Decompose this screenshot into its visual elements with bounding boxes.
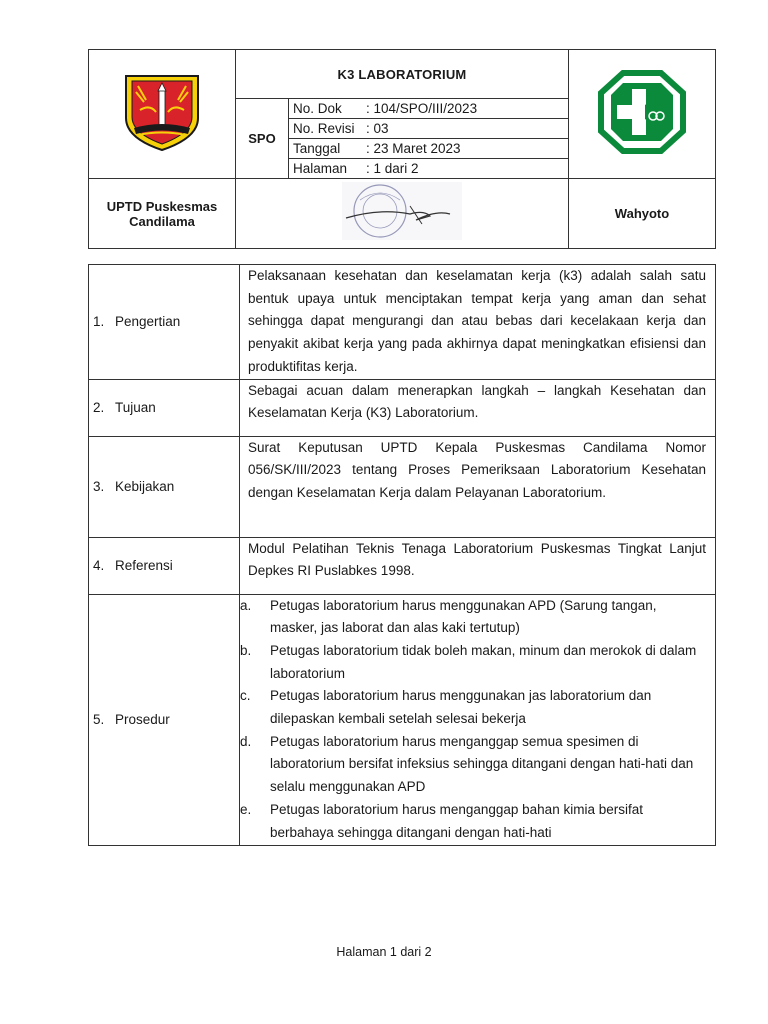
list-marker: c. xyxy=(240,688,251,704)
section-row-tujuan xyxy=(89,379,716,436)
section-number: 3. xyxy=(93,479,105,495)
section-number: 1. xyxy=(93,314,105,330)
section-title: Prosedur xyxy=(115,712,170,728)
head-of-unit-name: Wahyoto xyxy=(569,179,716,249)
signature-cell xyxy=(236,179,569,249)
list-item xyxy=(240,685,706,730)
procedure-list-cell xyxy=(240,594,716,845)
section-paragraph: Surat Keputusan UPTD Kepala Puskesmas Candilama Nomor 056/SK/III/2023 tentang Proses Pemeriksaan Laboratorium Kesehatan dengan Keselamatan Kerja dalam Pelayanan Laboratorium. xyxy=(248,439,706,500)
section-text xyxy=(240,379,716,436)
section-text xyxy=(240,537,716,594)
semarang-city-emblem-icon xyxy=(122,72,202,152)
info-row-tanggal xyxy=(289,139,569,159)
list-item xyxy=(240,640,706,685)
info-value: : 1 dari 2 xyxy=(366,161,419,176)
list-marker: b. xyxy=(240,642,252,658)
section-row-referensi xyxy=(89,537,716,594)
section-number: 2. xyxy=(93,400,105,416)
info-row-no-dok xyxy=(289,99,569,119)
list-marker: e. xyxy=(240,801,252,817)
list-item-text: Petugas laboratorium harus menggunakan APD (Sarung tangan, masker, jas laborat dan alas kaki tertutup) xyxy=(270,597,657,636)
info-key: No. Dok xyxy=(293,101,342,116)
official-stamp-signature-icon xyxy=(340,180,464,242)
info-key: Tanggal xyxy=(293,141,341,156)
section-number: 5. xyxy=(93,712,105,728)
document-title: K3 LABORATORIUM xyxy=(236,50,569,99)
info-value: : 03 xyxy=(366,121,389,136)
info-value: : 23 Maret 2023 xyxy=(366,141,461,156)
document-header xyxy=(88,49,716,249)
section-title: Tujuan xyxy=(115,400,156,416)
section-row-prosedur xyxy=(89,594,716,845)
section-row-kebijakan xyxy=(89,436,716,537)
section-row-pengertian xyxy=(89,265,716,380)
right-logo-cell xyxy=(569,50,716,179)
section-paragraph: Modul Pelatihan Teknis Tenaga Laboratorium Puskesmas Tingkat Lanjut Depkes RI Puslabkes 1998. xyxy=(248,540,706,579)
procedure-table xyxy=(88,264,716,846)
list-item xyxy=(240,799,706,844)
info-key: No. Revisi xyxy=(293,121,355,136)
procedure-list xyxy=(240,595,706,845)
section-label xyxy=(89,265,240,380)
list-item xyxy=(240,731,706,799)
list-marker: d. xyxy=(240,733,252,749)
info-key: Halaman xyxy=(293,161,348,176)
list-item xyxy=(240,595,706,640)
section-label xyxy=(89,436,240,537)
org-line-2: Candilama xyxy=(129,213,195,229)
list-item-text: Petugas laboratorium harus menggunakan jas laboratorium dan dilepaskan kembali setelah selesai bekerja xyxy=(270,688,652,727)
list-item-text: Petugas laboratorium harus menganggap semua spesimen di laboratorium bersifat infeksius sehingga ditangani dengan hati-hati dan selalu menggunakan APD xyxy=(270,733,694,795)
section-number: 4. xyxy=(93,558,105,574)
section-paragraph: Pelaksanaan kesehatan dan keselamatan kerja (k3) adalah salah satu bentuk upaya untuk menciptakan tempat kerja yang aman dan sehat sehingga dapat mengurangi dan atau bebas dari kecelakaan kerja dan penyakit akibat kerja yang pada akhirnya dapat meningkatkan efisiensi dan produktifitas kerja. xyxy=(248,268,706,374)
puskesmas-logo-icon xyxy=(597,69,687,155)
org-line-1: UPTD Puskesmas xyxy=(106,198,218,214)
section-label xyxy=(89,379,240,436)
section-title: Pengertian xyxy=(115,314,181,330)
info-row-no-revisi xyxy=(289,119,569,139)
page-footer: Halaman 1 dari 2 xyxy=(336,945,432,959)
section-text xyxy=(240,436,716,537)
section-label xyxy=(89,537,240,594)
section-text xyxy=(240,265,716,380)
list-item-text: Petugas laboratorium harus menganggap bahan kimia bersifat berbahaya sehingga ditangani dengan hati-hati xyxy=(270,801,643,840)
list-marker: a. xyxy=(240,597,252,613)
section-title: Kebijakan xyxy=(115,479,175,495)
list-item-text: Petugas laboratorium tidak boleh makan, minum dan merokok di dalam laboratorium xyxy=(270,642,697,681)
info-row-halaman xyxy=(289,159,569,179)
spo-label: SPO xyxy=(236,99,289,179)
left-logo-cell xyxy=(89,50,236,179)
section-label xyxy=(89,594,240,845)
info-value: : 104/SPO/III/2023 xyxy=(366,101,478,116)
organization-name xyxy=(89,179,236,249)
section-paragraph: Sebagai acuan dalam menerapkan langkah – langkah Kesehatan dan Keselamatan Kerja (K3) Laboratorium. xyxy=(248,382,706,421)
section-title: Referensi xyxy=(115,558,173,574)
